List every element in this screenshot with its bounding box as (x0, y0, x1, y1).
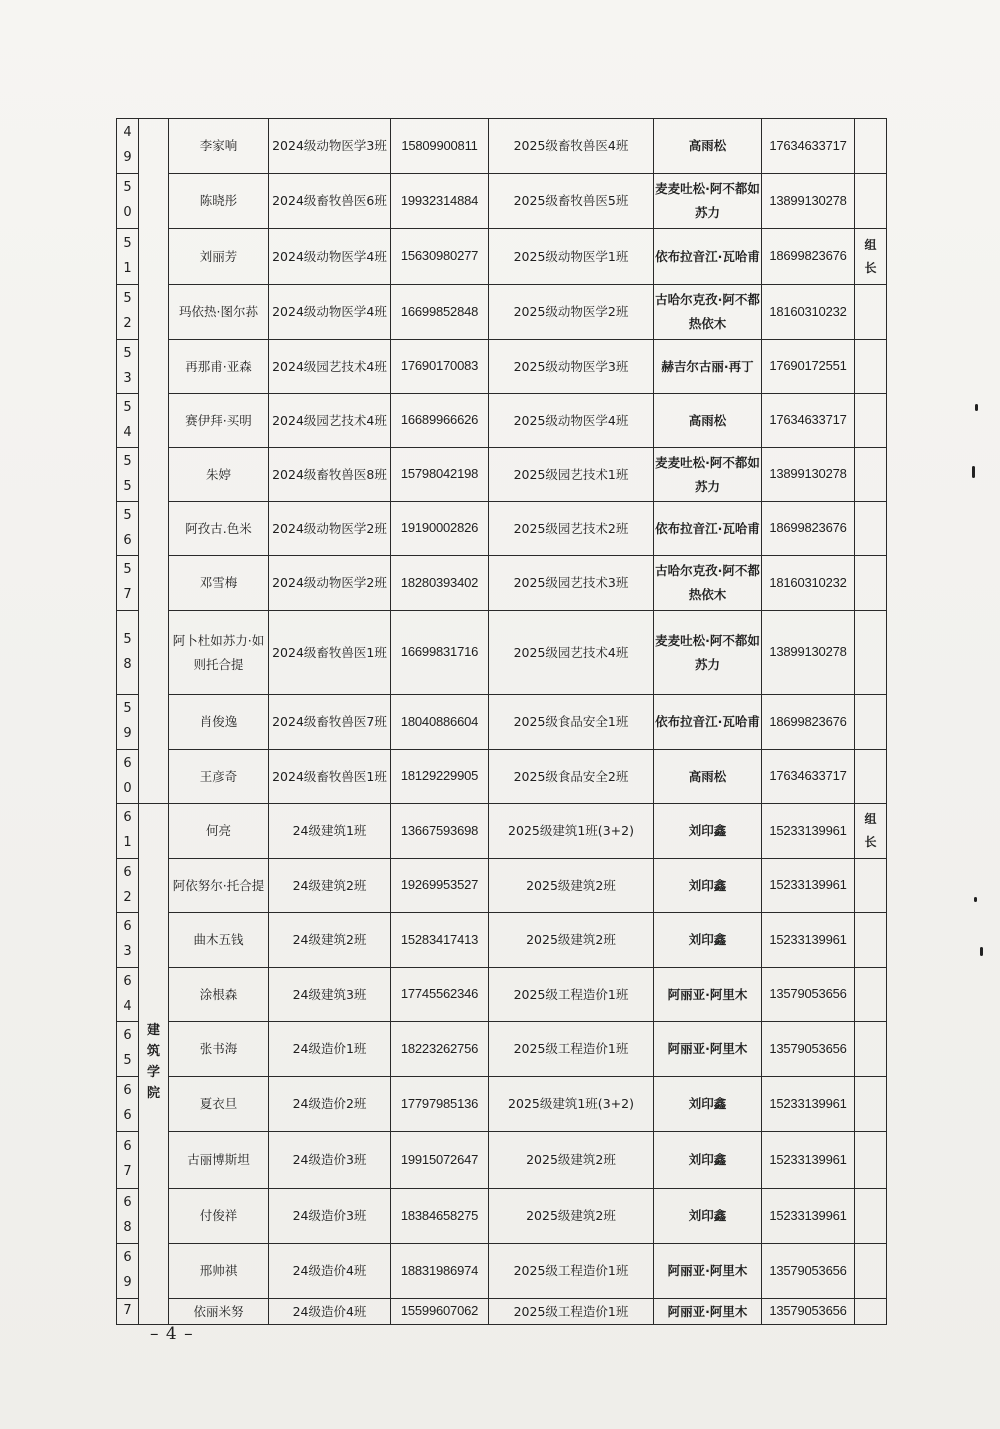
student-phone: 16689966626 (391, 394, 489, 448)
student-name: 依丽米努 (169, 1299, 269, 1325)
student-name: 玛依热·图尔荪 (169, 285, 269, 340)
student-phone: 18223262756 (391, 1022, 489, 1077)
student-phone: 15809900811 (391, 119, 489, 174)
tutor-phone: 17634633717 (762, 750, 855, 804)
row-number-digit: 5 (123, 291, 132, 307)
tutor-phone: 15233139961 (762, 913, 855, 968)
row-number (117, 1132, 139, 1189)
assigned-class: 2025级园艺技术4班 (489, 611, 654, 695)
row-number-digit: 2 (123, 889, 132, 905)
assigned-class: 2025级动物医学3班 (489, 340, 654, 394)
scan-speck (972, 466, 975, 478)
table-row (117, 556, 887, 611)
role-cell (855, 1189, 887, 1244)
row-number-digit: 9 (123, 726, 132, 741)
student-phone: 17690170083 (391, 340, 489, 394)
tutor-name: 刘印鑫 (654, 859, 762, 913)
row-number-digit: 8 (123, 656, 132, 672)
student-class: 2024级动物医学2班 (269, 502, 391, 556)
student-class: 24级造价3班 (269, 1132, 391, 1189)
tutor-name: 阿丽亚·阿里木 (654, 1299, 762, 1325)
assigned-class: 2025级工程造价1班 (489, 1244, 654, 1299)
row-number-digit: 6 (123, 755, 132, 771)
role-cell (855, 556, 887, 611)
table-row (117, 695, 887, 750)
assigned-class: 2025级食品安全1班 (489, 695, 654, 750)
role-cell (855, 1022, 887, 1077)
row-number-digit: 6 (123, 532, 132, 548)
assigned-class: 2025级畜牧兽医5班 (489, 174, 654, 229)
row-number (117, 502, 139, 556)
student-phone: 19190002826 (391, 502, 489, 556)
student-class: 24级造价3班 (269, 1189, 391, 1244)
row-number-digit: 6 (123, 1108, 132, 1123)
scan-speck (980, 947, 983, 956)
tutor-phone: 13899130278 (762, 448, 855, 502)
assigned-class: 2025级工程造价1班 (489, 968, 654, 1022)
row-number-digit: 5 (123, 180, 132, 196)
table-row (117, 340, 887, 394)
tutor-name: 刘印鑫 (654, 913, 762, 968)
student-class: 2024级畜牧兽医6班 (269, 174, 391, 229)
row-number-digit: 1 (123, 260, 132, 276)
student-name: 阿孜古.色米 (169, 502, 269, 556)
role-cell (855, 394, 887, 448)
tutor-name: 刘印鑫 (654, 1189, 762, 1244)
student-name: 阿卜杜如苏力·如则托合提 (169, 611, 269, 695)
student-name: 刘丽芳 (169, 229, 269, 285)
assigned-class: 2025级动物医学1班 (489, 229, 654, 285)
row-number-digit: 6 (123, 864, 132, 880)
roster-table (116, 118, 887, 1325)
row-number (117, 611, 139, 695)
student-class: 2024级动物医学2班 (269, 556, 391, 611)
tutor-phone: 13899130278 (762, 174, 855, 229)
student-class: 24级造价4班 (269, 1299, 391, 1325)
student-name: 涂根森 (169, 968, 269, 1022)
table-row (117, 394, 887, 448)
tutor-name: 刘印鑫 (654, 804, 762, 859)
student-phone: 18831986974 (391, 1244, 489, 1299)
row-number-digit: 4 (123, 125, 132, 141)
row-number (117, 448, 139, 502)
row-number (117, 1299, 139, 1325)
student-name: 付俊祥 (169, 1189, 269, 1244)
tutor-phone: 13579053656 (762, 1244, 855, 1299)
row-number (117, 556, 139, 611)
tutor-name: 阿丽亚·阿里木 (654, 968, 762, 1022)
role-cell (855, 229, 887, 285)
student-name: 邢帅祺 (169, 1244, 269, 1299)
college-cell-blank (139, 119, 169, 804)
tutor-phone: 15233139961 (762, 859, 855, 913)
tutor-phone: 15233139961 (762, 1189, 855, 1244)
tutor-phone: 18699823676 (762, 695, 855, 750)
tutor-name: 阿丽亚·阿里木 (654, 1244, 762, 1299)
row-number (117, 119, 139, 174)
row-number-digit: 2 (123, 316, 132, 331)
role-cell (855, 913, 887, 968)
table-row (117, 859, 887, 913)
tutor-phone: 13579053656 (762, 1299, 855, 1325)
row-number-digit: 5 (123, 478, 132, 494)
assigned-class: 2025级园艺技术1班 (489, 448, 654, 502)
tutor-phone: 18699823676 (762, 502, 855, 556)
student-class: 2024级动物医学3班 (269, 119, 391, 174)
student-phone: 13667593698 (391, 804, 489, 859)
scan-speck (975, 404, 978, 411)
student-class: 24级造价4班 (269, 1244, 391, 1299)
student-phone: 15798042198 (391, 448, 489, 502)
tutor-phone: 18160310232 (762, 285, 855, 340)
role-cell (855, 1299, 887, 1325)
college-name: 建筑学院 (146, 1023, 160, 1101)
row-number-digit: 6 (123, 973, 132, 989)
student-name: 赛伊拜·买明 (169, 394, 269, 448)
tutor-name: 刘印鑫 (654, 1077, 762, 1132)
assigned-class: 2025级建筑2班 (489, 1132, 654, 1189)
row-number-digit: 5 (123, 701, 132, 717)
table-row (117, 1077, 887, 1132)
student-name: 张书海 (169, 1022, 269, 1077)
row-number (117, 394, 139, 448)
tutor-phone: 17690172551 (762, 340, 855, 394)
student-class: 24级建筑2班 (269, 859, 391, 913)
tutor-name: 高雨松 (654, 394, 762, 448)
row-number-digit: 5 (123, 345, 132, 361)
table-row (117, 1189, 887, 1244)
tutor-name: 依布拉音江·瓦哈甫 (654, 502, 762, 556)
row-number-digit: 9 (123, 150, 132, 165)
student-class: 2024级动物医学4班 (269, 285, 391, 340)
tutor-phone: 13899130278 (762, 611, 855, 695)
tutor-phone: 15233139961 (762, 804, 855, 859)
student-phone: 16699831716 (391, 611, 489, 695)
assigned-class: 2025级建筑1班(3+2) (489, 804, 654, 859)
tutor-phone: 18160310232 (762, 556, 855, 611)
row-number-digit: 0 (123, 780, 132, 796)
role-cell (855, 750, 887, 804)
table-row (117, 285, 887, 340)
role-cell (855, 285, 887, 340)
row-number (117, 859, 139, 913)
row-number-digit: 5 (123, 1053, 132, 1068)
row-number (117, 1022, 139, 1077)
student-class: 24级造价1班 (269, 1022, 391, 1077)
student-phone: 17745562346 (391, 968, 489, 1022)
row-number-digit: 7 (123, 1303, 132, 1319)
row-number-digit: 3 (123, 370, 132, 386)
tutor-name: 麦麦吐松·阿不都如苏力 (654, 448, 762, 502)
tutor-phone: 13579053656 (762, 968, 855, 1022)
assigned-class: 2025级工程造价1班 (489, 1299, 654, 1325)
row-number-digit: 5 (123, 507, 132, 523)
row-number (117, 804, 139, 859)
scan-speck (974, 897, 977, 902)
row-number-digit: 6 (123, 919, 132, 935)
table-row (117, 750, 887, 804)
student-name: 何亮 (169, 804, 269, 859)
row-number (117, 913, 139, 968)
student-phone: 19269953527 (391, 859, 489, 913)
tutor-name: 古哈尔克孜·阿不都热依木 (654, 556, 762, 611)
row-number-digit: 5 (123, 562, 132, 578)
student-class: 24级建筑2班 (269, 913, 391, 968)
tutor-name: 麦麦吐松·阿不都如苏力 (654, 611, 762, 695)
student-class: 2024级园艺技术4班 (269, 340, 391, 394)
row-number-digit: 7 (123, 1164, 132, 1179)
student-phone: 16699852848 (391, 285, 489, 340)
table-row (117, 968, 887, 1022)
role-cell (855, 174, 887, 229)
row-number (117, 1189, 139, 1244)
table-row (117, 1132, 887, 1189)
role-cell (855, 804, 887, 859)
role-cell (855, 611, 887, 695)
row-number-digit: 6 (123, 810, 132, 826)
row-number-digit: 5 (123, 399, 132, 415)
assigned-class: 2025级食品安全2班 (489, 750, 654, 804)
student-class: 2024级园艺技术4班 (269, 394, 391, 448)
row-number-digit: 6 (123, 1139, 132, 1155)
student-phone: 18040886604 (391, 695, 489, 750)
student-name: 朱婷 (169, 448, 269, 502)
row-number-digit: 5 (123, 453, 132, 469)
assigned-class: 2025级建筑1班(3+2) (489, 1077, 654, 1132)
page-number: – 4 – (150, 1324, 194, 1344)
student-phone: 15283417413 (391, 913, 489, 968)
tutor-name: 依布拉音江·瓦哈甫 (654, 229, 762, 285)
student-name: 古丽博斯坦 (169, 1132, 269, 1189)
table-row (117, 1244, 887, 1299)
row-number-digit: 4 (123, 998, 132, 1014)
table-row (117, 502, 887, 556)
student-name: 邓雪梅 (169, 556, 269, 611)
student-class: 2024级畜牧兽医1班 (269, 611, 391, 695)
role-cell (855, 502, 887, 556)
row-number (117, 1077, 139, 1132)
student-class: 24级建筑3班 (269, 968, 391, 1022)
tutor-phone: 15233139961 (762, 1132, 855, 1189)
table-row (117, 448, 887, 502)
table-row (117, 229, 887, 285)
student-class: 2024级动物医学4班 (269, 229, 391, 285)
role-cell (855, 859, 887, 913)
tutor-name: 刘印鑫 (654, 1132, 762, 1189)
assigned-class: 2025级园艺技术3班 (489, 556, 654, 611)
table-row (117, 913, 887, 968)
table-row (117, 1299, 887, 1325)
student-name: 肖俊逸 (169, 695, 269, 750)
assigned-class: 2025级动物医学4班 (489, 394, 654, 448)
row-number-digit: 5 (123, 631, 132, 647)
student-name: 王彦奇 (169, 750, 269, 804)
table-row (117, 611, 887, 695)
row-number-digit: 0 (123, 205, 132, 220)
student-phone: 19915072647 (391, 1132, 489, 1189)
tutor-phone: 17634633717 (762, 394, 855, 448)
row-number (117, 340, 139, 394)
roster-body (117, 119, 887, 1325)
student-phone: 18384658275 (391, 1189, 489, 1244)
row-number-digit: 8 (123, 1220, 132, 1235)
row-number (117, 229, 139, 285)
assigned-class: 2025级畜牧兽医4班 (489, 119, 654, 174)
table-row (117, 174, 887, 229)
student-class: 2024级畜牧兽医7班 (269, 695, 391, 750)
student-phone: 18129229905 (391, 750, 489, 804)
tutor-name: 古哈尔克孜·阿不都热依木 (654, 285, 762, 340)
student-phone: 18280393402 (391, 556, 489, 611)
tutor-name: 赫吉尔古丽·再丁 (654, 340, 762, 394)
tutor-phone: 15233139961 (762, 1077, 855, 1132)
student-class: 2024级畜牧兽医1班 (269, 750, 391, 804)
row-number-digit: 6 (123, 1250, 132, 1266)
assigned-class: 2025级工程造价1班 (489, 1022, 654, 1077)
tutor-name: 高雨松 (654, 750, 762, 804)
student-name: 李家响 (169, 119, 269, 174)
student-name: 陈晓彤 (169, 174, 269, 229)
table-row (117, 804, 887, 859)
tutor-name: 高雨松 (654, 119, 762, 174)
student-phone: 15599607062 (391, 1299, 489, 1325)
role-cell (855, 695, 887, 750)
student-class: 24级造价2班 (269, 1077, 391, 1132)
row-number-digit: 9 (123, 1275, 132, 1290)
student-phone: 19932314884 (391, 174, 489, 229)
row-number-digit: 5 (123, 235, 132, 251)
student-phone: 15630980277 (391, 229, 489, 285)
role-cell (855, 1244, 887, 1299)
role-label: 组长 (864, 812, 877, 849)
role-cell (855, 448, 887, 502)
row-number-digit: 4 (123, 424, 132, 440)
row-number-digit: 6 (123, 1028, 132, 1044)
assigned-class: 2025级园艺技术2班 (489, 502, 654, 556)
table-row (117, 119, 887, 174)
table-row (117, 1022, 887, 1077)
row-number (117, 750, 139, 804)
tutor-phone: 17634633717 (762, 119, 855, 174)
row-number (117, 285, 139, 340)
role-cell (855, 340, 887, 394)
student-name: 阿依努尔·托合提 (169, 859, 269, 913)
assigned-class: 2025级建筑2班 (489, 859, 654, 913)
tutor-name: 阿丽亚·阿里木 (654, 1022, 762, 1077)
student-name: 夏衣旦 (169, 1077, 269, 1132)
row-number-digit: 1 (123, 835, 132, 850)
assigned-class: 2025级建筑2班 (489, 913, 654, 968)
row-number (117, 968, 139, 1022)
tutor-name: 依布拉音江·瓦哈甫 (654, 695, 762, 750)
student-class: 24级建筑1班 (269, 804, 391, 859)
assigned-class: 2025级建筑2班 (489, 1189, 654, 1244)
student-name: 曲木五钱 (169, 913, 269, 968)
row-number-digit: 7 (123, 587, 132, 602)
student-name: 再那甫·亚森 (169, 340, 269, 394)
row-number-digit: 6 (123, 1195, 132, 1211)
student-class: 2024级畜牧兽医8班 (269, 448, 391, 502)
role-cell (855, 1077, 887, 1132)
tutor-phone: 18699823676 (762, 229, 855, 285)
row-number-digit: 6 (123, 1083, 132, 1099)
role-label: 组长 (864, 237, 877, 275)
row-number (117, 1244, 139, 1299)
college-cell (139, 804, 169, 1325)
role-cell (855, 1132, 887, 1189)
row-number (117, 695, 139, 750)
assigned-class: 2025级动物医学2班 (489, 285, 654, 340)
role-cell (855, 119, 887, 174)
row-number-digit: 3 (123, 944, 132, 959)
row-number (117, 174, 139, 229)
student-phone: 17797985136 (391, 1077, 489, 1132)
role-cell (855, 968, 887, 1022)
tutor-phone: 13579053656 (762, 1022, 855, 1077)
tutor-name: 麦麦吐松·阿不都如苏力 (654, 174, 762, 229)
